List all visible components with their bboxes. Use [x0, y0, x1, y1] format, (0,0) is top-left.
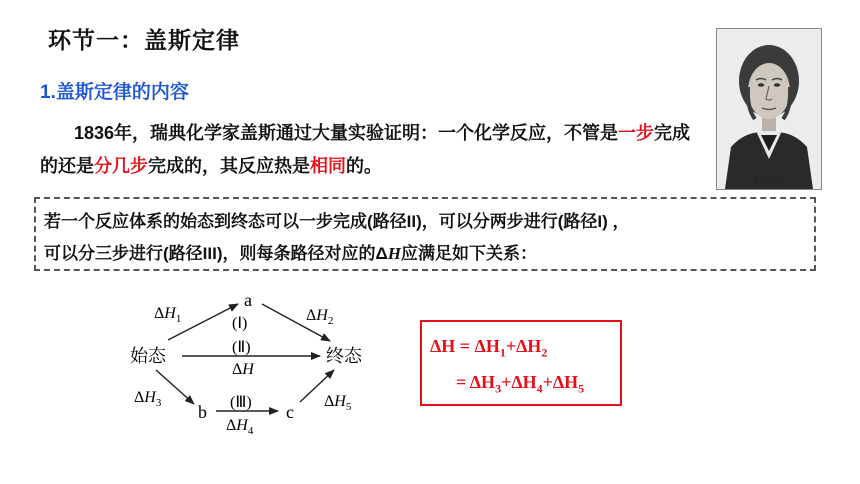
arrow-start-to-b: [156, 370, 194, 404]
formula-line-1: $\Delta H = \Delta H_1+\Delta H_2$: [430, 336, 548, 360]
portrait-drawing: [717, 29, 821, 189]
question-line-2-end: 应满足如下关系：: [400, 244, 537, 263]
dh-label: ΔH: [232, 361, 254, 378]
page-title: 环节一：盖斯定律: [48, 27, 240, 53]
section-heading: 1.盖斯定律的内容: [40, 82, 189, 103]
node-start: 始态: [130, 346, 166, 367]
dh5-label: $\Delta H_5$: [324, 393, 352, 413]
intro-text-4: 的。: [346, 156, 382, 176]
intro-text-3: 完成的，其反应热是: [148, 156, 310, 176]
dh4-label: $\Delta H_4$: [226, 417, 254, 437]
node-c: c: [286, 402, 294, 422]
question-line-1: 若一个反应体系的始态到终态可以一步完成(路径II)，可以分两步进行(路径I) ，: [44, 212, 630, 231]
node-a: a: [244, 290, 252, 310]
path-label-1: (Ⅰ): [232, 315, 248, 332]
portrait-image: [716, 28, 822, 190]
question-box: [34, 197, 816, 271]
reaction-path-diagram: [120, 288, 380, 438]
question-line-2-text: 可以分三步进行(路径III)，则每条路径对应的Δ: [44, 244, 388, 263]
highlight-one-step: 一步: [618, 123, 655, 143]
formula-line-2: = $\Delta H_3+\Delta H_4+\Delta H_5$: [456, 372, 585, 396]
formula-box: [420, 320, 622, 406]
question-line-2: [44, 239, 537, 264]
intro-paragraph: [40, 117, 700, 183]
dh3-label: $\Delta H_3$: [134, 389, 162, 409]
highlight-same: 相同: [310, 156, 346, 176]
path-label-2: (Ⅱ): [232, 339, 251, 356]
question-line-2-h: H: [387, 244, 401, 263]
node-end: 终态: [326, 346, 362, 367]
portrait-caption: 盖斯.G.H.: [752, 176, 786, 185]
dh2-label: $\Delta H_2$: [306, 307, 334, 327]
node-b: b: [198, 402, 207, 422]
highlight-several-steps: 分几步: [94, 156, 148, 176]
intro-text-2: 完成的还是: [40, 123, 691, 176]
path-label-3: (Ⅲ): [230, 394, 252, 411]
intro-text-1: 1836年，瑞典化学家盖斯通过大量实验证明：一个化学反应，不管是: [74, 123, 619, 143]
dh1-label: $\Delta H_1$: [154, 305, 182, 325]
